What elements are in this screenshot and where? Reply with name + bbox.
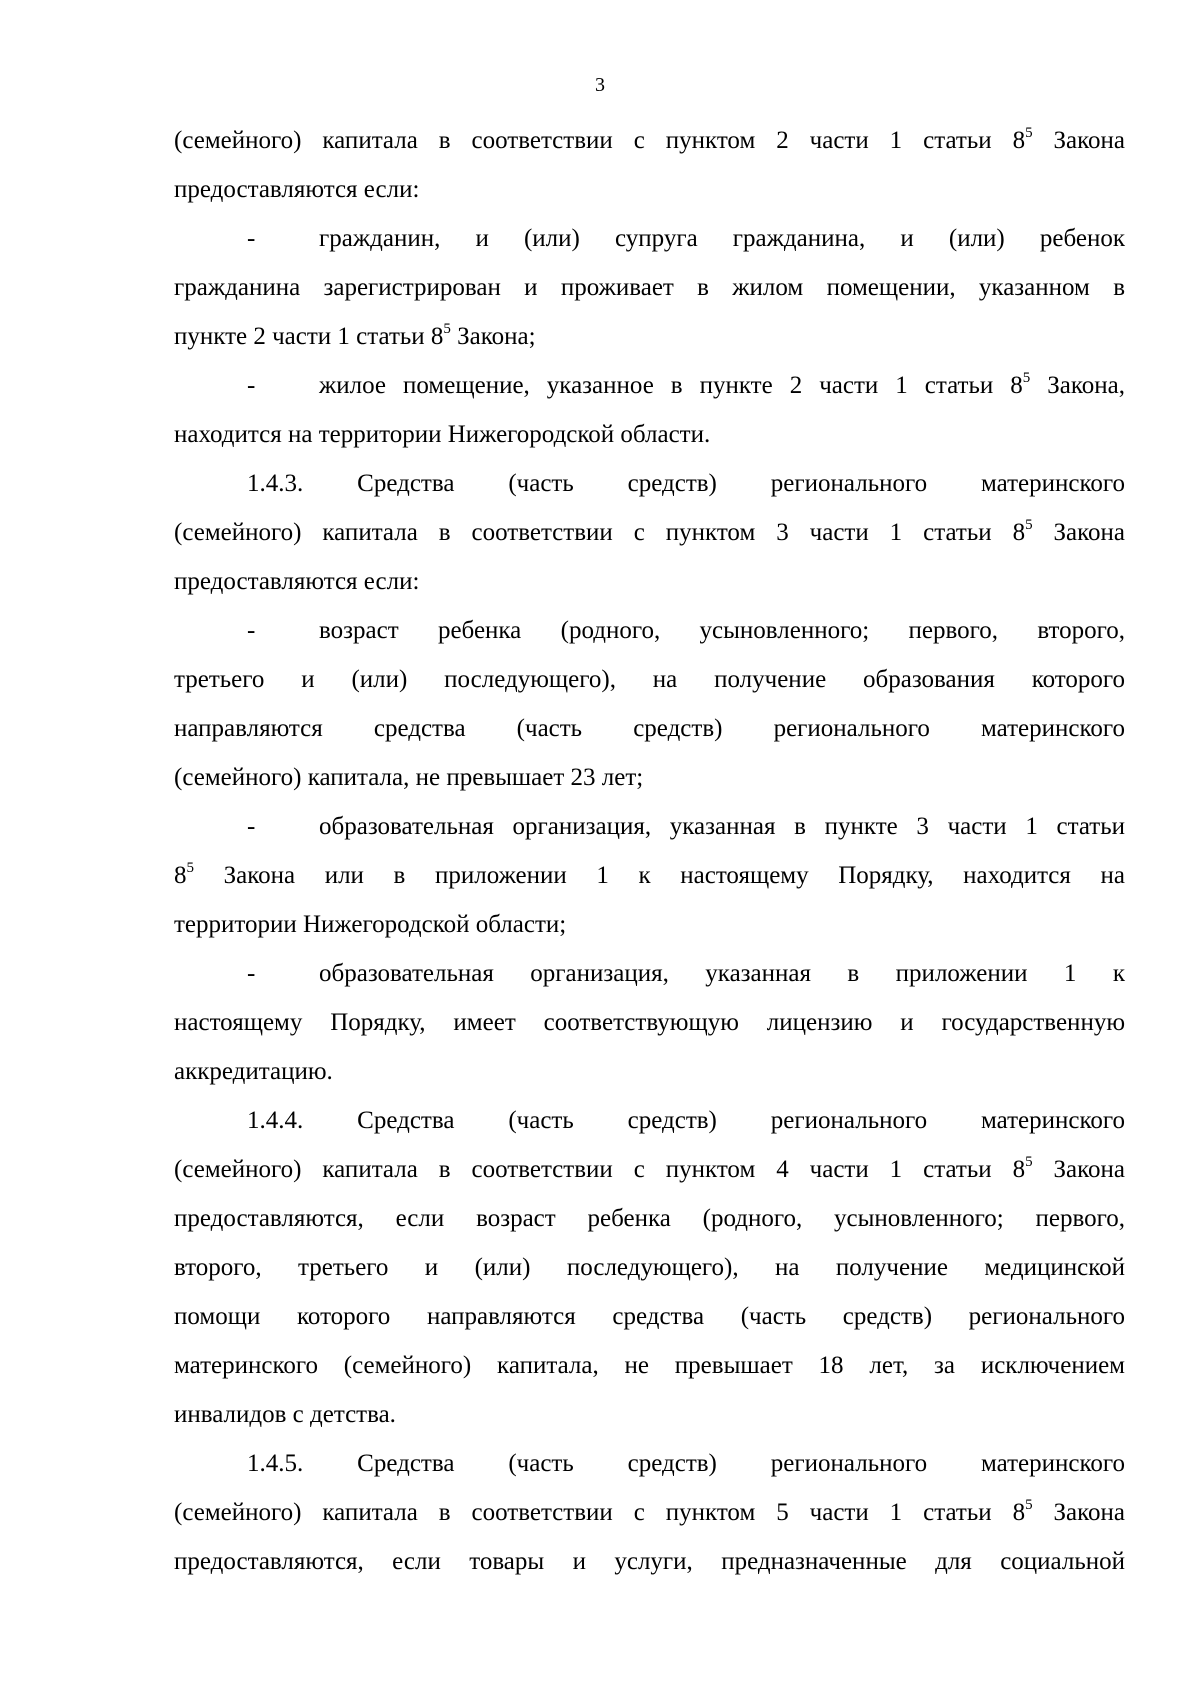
superscript: 5 xyxy=(1025,1154,1033,1170)
text-line: предоставляются если: xyxy=(174,176,420,203)
section-1-4-5: 1.4.5. Средства (часть средств) регионального материнского xyxy=(247,1450,1125,1477)
text-line: (семейного) капитала в соответствии с пунктом 5 части 1 статьи $8^5$ Закона xyxy=(174,1497,1125,1526)
text-line: (семейного) капитала в соответствии с пунктом 4 части 1 статьи $8^5$ Закона xyxy=(174,1154,1125,1183)
text-line: (семейного) капитала в соответствии с пунктом 3 части 1 статьи $8^5$ Закона xyxy=(174,517,1125,546)
text-line: настоящему Порядку, имеет соответствующую лицензию и государственную xyxy=(174,1009,1125,1036)
text-line: предоставляются, если товары и услуги, предназначенные для социальной xyxy=(174,1548,1125,1575)
superscript: 5 xyxy=(1025,1497,1033,1513)
text-line: второго, третьего и (или) последующего), на получение медицинской xyxy=(174,1254,1125,1281)
text-line: $8^5$ Закона или в приложении 1 к настоящему Порядку, находится на xyxy=(174,860,1125,889)
text-line: инвалидов с детства. xyxy=(174,1401,396,1428)
superscript: 5 xyxy=(443,321,451,337)
text-line: аккредитацию. xyxy=(174,1058,333,1085)
dash-bullet: - xyxy=(247,960,256,987)
text-line: предоставляются, если возраст ребенка (родного, усыновленного; первого, xyxy=(174,1205,1125,1232)
superscript: 5 xyxy=(1022,370,1031,386)
dash-bullet: - xyxy=(247,813,256,840)
list-item: - возраст ребенка (родного, усыновленного; первого, второго, xyxy=(174,606,1125,655)
text-line: территории Нижегородской области; xyxy=(174,911,567,938)
text-line: направляются средства (часть средств) регионального материнского xyxy=(174,715,1125,742)
superscript: 5 xyxy=(1025,125,1033,141)
list-item: - жилое помещение, указанное в пункте 2 части 1 статьи $8^5$ Закона, xyxy=(174,361,1125,410)
text-line: находится на территории Нижегородской области. xyxy=(174,421,711,448)
text-line: (семейного) капитала в соответствии с пунктом 2 части 1 статьи $8^5$ Закона xyxy=(174,125,1125,154)
list-item: - образовательная организация, указанная в пункте 3 части 1 статьи xyxy=(174,802,1125,851)
text-line: пункте 2 части 1 статьи $8^5$ Закона; xyxy=(174,321,536,350)
list-item: - гражданин, и (или) супруга гражданина, и (или) ребенок xyxy=(174,214,1125,263)
section-1-4-4: 1.4.4. Средства (часть средств) регионального материнского xyxy=(247,1107,1125,1134)
text-line: третьего и (или) последующего), на получение образования которого xyxy=(174,666,1125,693)
section-1-4-3: 1.4.3. Средства (часть средств) регионального материнского xyxy=(247,470,1125,497)
text-line: материнского (семейного) капитала, не превышает 18 лет, за исключением xyxy=(174,1352,1125,1379)
document-body xyxy=(174,116,1125,1586)
superscript: 5 xyxy=(186,860,194,876)
dash-bullet: - xyxy=(247,225,256,252)
text-line: (семейного) капитала, не превышает 23 лет; xyxy=(174,764,644,791)
dash-bullet: - xyxy=(247,372,256,399)
list-item: - образовательная организация, указанная в приложении 1 к xyxy=(174,949,1125,998)
dash-bullet: - xyxy=(247,617,256,644)
superscript: 5 xyxy=(1025,517,1033,533)
text-line: помощи которого направляются средства (часть средств) регионального xyxy=(174,1303,1125,1330)
text-line: гражданина зарегистрирован и проживает в жилом помещении, указанном в xyxy=(174,274,1125,301)
text-line: предоставляются если: xyxy=(174,568,420,595)
page-number: 3 xyxy=(595,74,605,96)
